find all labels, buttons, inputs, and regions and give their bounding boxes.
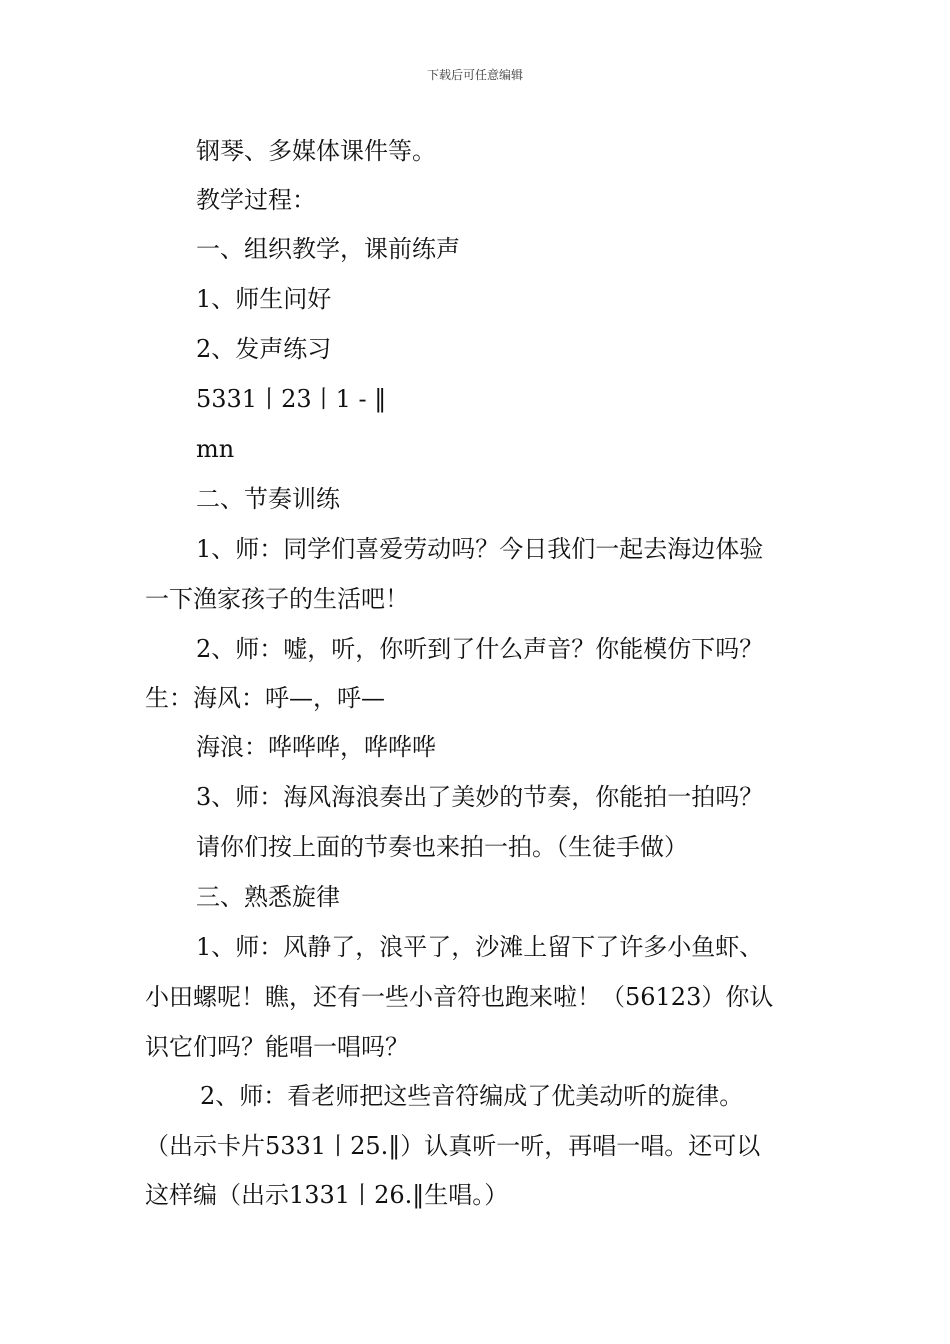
text-line: 1、师：同学们喜爱劳动吗？今日我们一起去海边体验 (196, 535, 764, 563)
text-line: 2、师：嘘，听，你听到了什么声音？你能模仿下吗？ (196, 635, 764, 663)
section-heading: 三、熟悉旋律 (196, 883, 340, 911)
text-line: mn (196, 435, 235, 463)
text-line: 钢琴、多媒体课件等。 (196, 137, 436, 165)
section-heading: 二、节奏训练 (196, 485, 340, 513)
text-line: 这样编（出示1331丨26.‖生唱。） (145, 1181, 509, 1209)
text-line: 生：海风：呼—，呼— (145, 684, 385, 712)
text-line: 小田螺呢！瞧，还有一些小音符也跑来啦！（56123）你认 (145, 983, 774, 1011)
text-line: 2、发声练习 (196, 335, 332, 363)
text-line: 识它们吗？能唱一唱吗？ (145, 1033, 409, 1061)
text-line: 1、师生问好 (196, 285, 332, 313)
text-line: 2、师：看老师把这些音符编成了优美动听的旋律。 (200, 1082, 744, 1110)
text-line: 一下渔家孩子的生活吧！ (145, 585, 409, 613)
text-line: （出示卡片5331丨25.‖）认真听一听，再唱一唱。还可以 (145, 1132, 761, 1160)
text-line: 1、师：风静了，浪平了，沙滩上留下了许多小鱼虾、 (196, 933, 764, 961)
music-notation-line: 5331丨23丨1 - ‖ (196, 385, 387, 413)
text-line: 3、师：海风海浪奏出了美妙的节奏，你能拍一拍吗？ (196, 783, 764, 811)
section-heading: 一、组织教学，课前练声 (196, 235, 460, 263)
text-line: 教学过程： (196, 186, 316, 214)
text-line: 请你们按上面的节奏也来拍一拍。（生徒手做） (196, 833, 688, 861)
text-line: 海浪：哗哗哗，哗哗哗 (196, 733, 436, 761)
page-header: 下载后可任意编辑 (426, 68, 523, 82)
